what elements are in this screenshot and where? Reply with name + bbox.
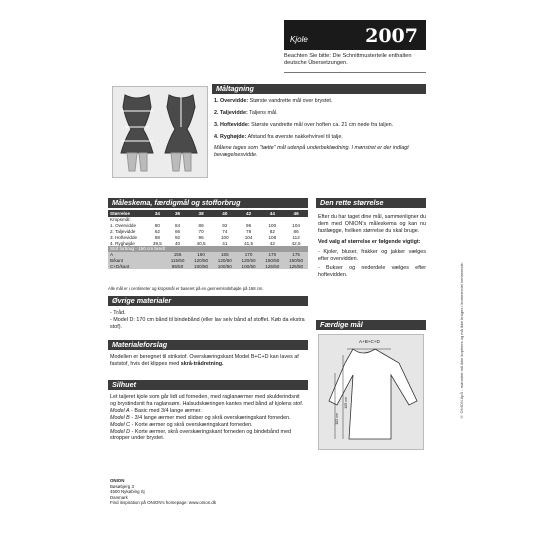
table-subheading: Kropsmål: <box>110 217 131 223</box>
materials-item: - Model D: 170 cm bånd til bindebånd (eller lav selv bånd af stoffet. Køb da ekstra stof). <box>110 316 305 330</box>
copyright-side-text: © ONION ApS - mønstret må ikke kopieres og må ikke bruges i kommerciel henseende. <box>459 262 464 420</box>
materials-list <box>110 310 306 331</box>
pattern-number: 2007 <box>365 25 418 47</box>
table-row: 3. Hoftevidde 88 92 96 100 104 108 112 <box>110 234 300 240</box>
table-row: C+D/kant 95/50 100/50 100/50 100/50 125/50 125/50 <box>108 263 308 269</box>
garment-diagram <box>318 334 424 450</box>
size-intro: Efter du har taget dine mål, sammenligner du dem med ONION's måleskema og kan nu fastlægge, hvilken størrelse du skal bruge. <box>318 214 426 234</box>
size-instructions <box>318 214 426 279</box>
fabric-suggestion: Modellen er beregnet til strikstof. Overskæringskant Model B+C+D kan laves af faststof, hvis det klippes med skrå-trådretning. <box>110 354 299 367</box>
column-header: 42 <box>237 210 261 217</box>
column-header: 44 <box>260 210 284 217</box>
address-line: Danmark <box>110 494 128 500</box>
column-header: 36 <box>166 210 189 217</box>
measure-item: 4. Ryghøjde: Afstand fra øverste nakkehvirvel til talje. <box>214 133 343 140</box>
measure-item: 1. Overvidde: Største vandrette mål over brystet. <box>214 98 333 104</box>
body-measure-figures <box>112 86 208 178</box>
pattern-sheet <box>108 20 426 528</box>
section-maaleskema: Måleskema, færdigmål og stofforbrug <box>108 198 308 208</box>
silhouette-text: Let taljeret kjole som går lidt ud forneden, med raglanærmer med skulderindsnit og brystindsnit fra raglansøm. Halsudskæringen kantes med bånd af kjolens stof. <box>110 394 304 407</box>
section-ovrige: Øvrige materialer <box>108 296 308 306</box>
garment-label: A+B+C+D <box>359 339 380 344</box>
model-line: Model C - Korte ærmer og skrå overskæringskant forneden. <box>110 421 253 428</box>
divider <box>284 72 426 73</box>
footer-address <box>110 478 310 506</box>
model-line: Model D - Korte ærmer, skrå overskæringskant forneden og bindebånd med stropper under brystet. <box>110 428 291 442</box>
garment-svg <box>319 335 423 447</box>
section-silhuet: Silhuet <box>108 380 308 390</box>
german-notice: Beachten Sie bitte: Die Schnittmusterteile enthalten deutsche Übersetzungen. <box>284 53 412 66</box>
table-row: 4. Ryghøjde 39,5 40 40,5 41 41,5 42 42,5 <box>110 240 301 246</box>
measure-item: 3. Hoftevidde: Største vandrette mål over hoften ca. 21 cm nede fra taljen. <box>214 121 394 128</box>
column-header: 34 <box>149 210 166 217</box>
table-row: B/kant 115/50 120/50 120/50 120/50 150/50 150/50 <box>108 257 308 263</box>
size-rule: - Bukser og nederdele vælges efter hoftevidden. <box>318 265 426 279</box>
table-row: A 155 160 165 170 170 175 <box>108 252 308 258</box>
table-row: 1. Overvidde 80 84 88 92 96 100 104 <box>110 223 300 229</box>
size-chart-table <box>108 210 308 269</box>
column-header: 40 <box>213 210 237 217</box>
model-line: Model A - Basic med 3/4 lange ærmer. <box>110 407 202 414</box>
section-storrelse: Den rette størrelse <box>316 198 426 208</box>
column-header: 38 <box>189 210 213 217</box>
measure-item: 2. Taljevidde: Taljens mål. <box>214 109 278 116</box>
measure-note: Målene tages som "tætte" mål udenpå underbeklædning. I mønstret er der indlagt bevægelsesvidde. <box>214 144 409 158</box>
section-materiale: Materialeforslag <box>108 340 308 350</box>
silhouette-description <box>110 394 306 442</box>
table-footnote: Alle mål er i centimeter og kropsmål er baseret på en gennemsnitshøjde på 168 cm. <box>108 286 264 291</box>
table-header-row <box>108 210 308 217</box>
measure-instructions <box>214 98 426 158</box>
table-row: 2. Taljevidde 62 66 70 74 78 82 86 <box>110 228 299 234</box>
size-important: Ved valg af størrelse er følgende vigtigt: <box>318 238 421 245</box>
materials-item: - Tråd. <box>110 310 126 316</box>
pattern-title: Kjole <box>290 35 308 44</box>
dimension-label: 102 cm <box>335 413 339 425</box>
section-maaltagning: Måltagning <box>212 84 426 94</box>
fabric-heading: Stof forbrug - 150 cm bredt <box>108 246 308 252</box>
column-header: 46 <box>284 210 308 217</box>
website-line: Find inspiration på ONION's homepage: www.onion.dk <box>110 500 217 506</box>
header-bar <box>284 20 426 50</box>
body-figures-svg <box>113 87 207 177</box>
dimension-label: 105 cm <box>344 397 348 409</box>
section-faerdige: Færdige mål <box>316 320 426 330</box>
model-line: Model B - 3/4 lange ærmer med slidser og skrå overskæringskant forneden. <box>110 414 291 421</box>
address-line: 4500 Nykøbing Sj <box>110 489 145 495</box>
company-name: ONION <box>110 478 125 483</box>
address-line: Bøsøbjerg 3 <box>110 483 134 489</box>
size-rule: - Kjoler, bluser, frakker og jakker vælges efter overvidden. <box>318 248 426 262</box>
column-header: Størrelse <box>108 210 149 217</box>
